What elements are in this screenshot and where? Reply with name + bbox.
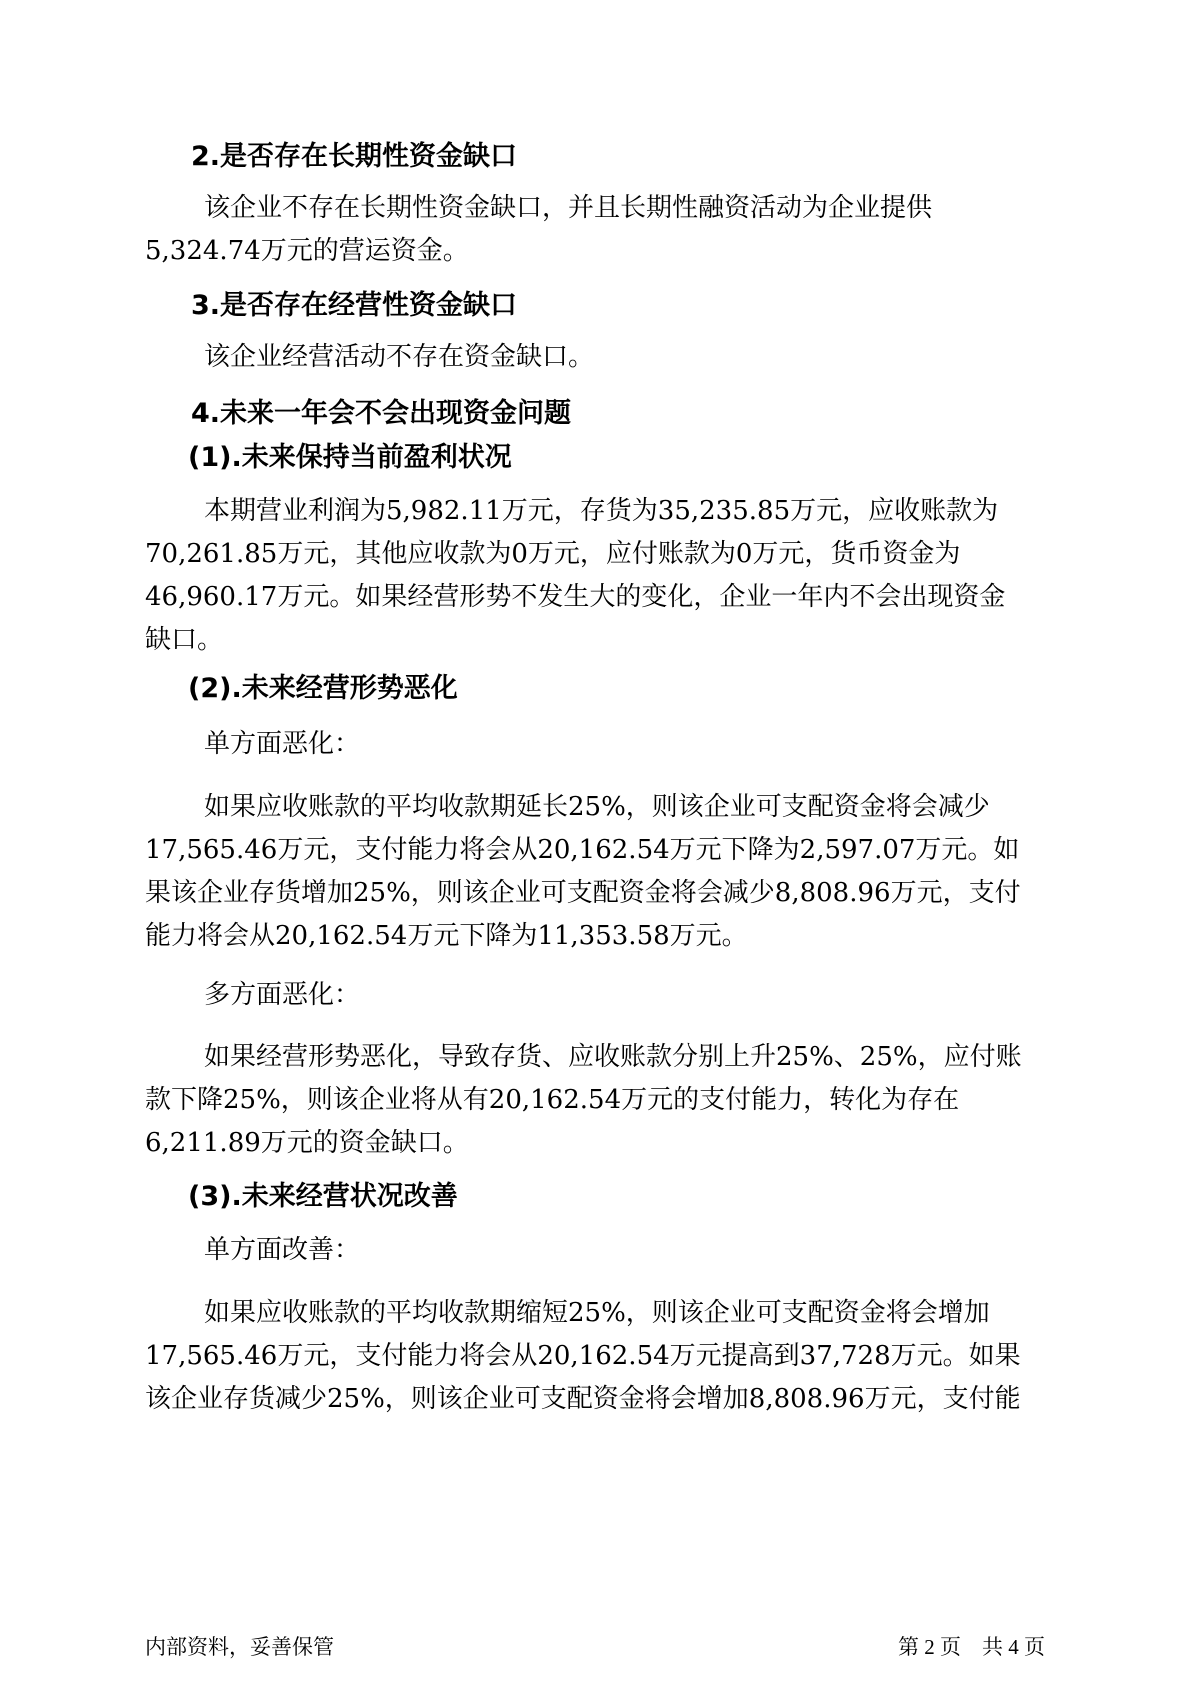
text-line: 多方面恶化： [204,980,361,1010]
paragraph-current-profit [145,490,1055,662]
text-line: 46,960.17万元。如果经营形势不发生大的变化，企业一年内不会出现资金 [145,582,1006,612]
paragraph-single-improvement [145,1292,1055,1421]
text-line: 该企业存货减少25%，则该企业可支配资金将会增加8,808.96万元，支付能 [145,1384,1021,1414]
text-line: 单方面改善： [204,1235,361,1265]
footer-page-number: 第 2 页 共 4 页 [898,1635,1045,1659]
label-single-improvement [145,1229,1055,1272]
subheading-current-profit: (1).未来保持当前盈利状况 [188,442,512,473]
text-line: 如果应收账款的平均收款期延长25%，则该企业可支配资金将会减少 [204,792,990,822]
paragraph-operating-gap [145,336,1055,379]
text-line: 缺口。 [145,625,224,655]
paragraph-multi-deterioration [145,1036,1055,1165]
text-line: 6,211.89万元的资金缺口。 [145,1128,469,1158]
text-line: 如果应收账款的平均收款期缩短25%，则该企业可支配资金将会增加 [204,1298,990,1328]
paragraph-single-deterioration [145,786,1055,958]
heading-long-term-gap: 2.是否存在长期性资金缺口 [191,141,518,172]
subheading-improvement: (3).未来经营状况改善 [188,1181,458,1212]
text-line: 17,565.46万元，支付能力将会从20,162.54万元提高到37,728万元。如果 [145,1341,1021,1371]
label-single-deterioration [145,723,1055,766]
text-line: 本期营业利润为5,982.11万元，存货为35,235.85万元，应收账款为 [204,496,999,526]
text-line: 该企业不存在长期性资金缺口，并且长期性融资活动为企业提供 [204,193,933,223]
text-line: 单方面恶化： [204,729,361,759]
text-line: 5,324.74万元的营运资金。 [145,236,469,266]
text-line: 如果经营形势恶化，导致存货、应收账款分别上升25%、25%，应付账 [204,1042,1022,1072]
text-line: 果该企业存货增加25%，则该企业可支配资金将会减少8,808.96万元，支付 [145,878,1021,908]
text-line: 17,565.46万元，支付能力将会从20,162.54万元下降为2,597.07万元。如 [145,835,1020,865]
text-line: 70,261.85万元，其他应收款为0万元，应付账款为0万元，货币资金为 [145,539,961,569]
text-line: 款下降25%，则该企业将从有20,162.54万元的支付能力，转化为存在 [145,1085,960,1115]
heading-next-year-funding: 4.未来一年会不会出现资金问题 [191,398,572,429]
paragraph-long-term-gap [145,187,1055,273]
text-line: 能力将会从20,162.54万元下降为11,353.58万元。 [145,921,748,951]
heading-operating-gap: 3.是否存在经营性资金缺口 [191,290,518,321]
text-line: 该企业经营活动不存在资金缺口。 [204,342,595,372]
label-multi-deterioration [145,974,1055,1017]
subheading-deterioration: (2).未来经营形势恶化 [188,673,458,704]
footer-confidential-note: 内部资料，妥善保管 [145,1635,334,1659]
